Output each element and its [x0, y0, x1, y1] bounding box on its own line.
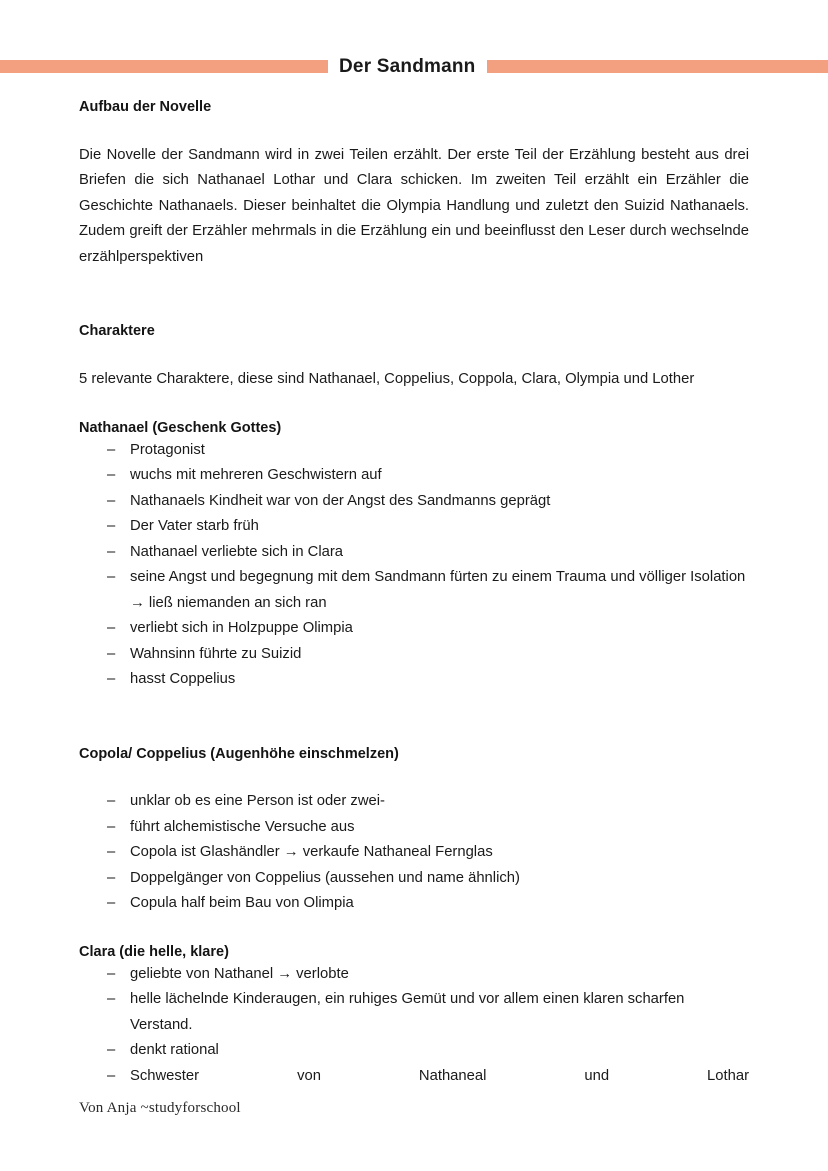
list-item-text: seine Angst und begegnung mit dem Sandmann fürten zu einem Trauma und völliger Isolation → ließ niemanden an sich ran: [130, 569, 746, 611]
bullet-dash-icon: –: [107, 895, 116, 912]
heading-clara: Clara (die helle, klare): [79, 943, 229, 960]
list-item: [79, 514, 749, 540]
list-item: [79, 489, 749, 515]
bullet-dash-icon: –: [107, 620, 116, 637]
spacer: [79, 341, 749, 367]
list-item-text: helle lächelnde Kinderaugen, ein ruhiges Gemüt und vor allem einen klaren scharfen Verstand.: [130, 991, 685, 1033]
spacer: [79, 693, 749, 745]
list-item: [79, 616, 749, 642]
list-item: [79, 438, 749, 464]
bullet-dash-icon: –: [107, 844, 116, 861]
list-item-text: führt alchemistische Versuche aus: [130, 818, 355, 835]
list-item: [79, 1038, 749, 1064]
spacer: [79, 763, 749, 789]
list-item: [79, 463, 749, 489]
bullet-dash-icon: –: [107, 965, 116, 982]
list-item-text: Protagonist: [130, 441, 205, 458]
list-item-text: verliebt sich in Holzpuppe Olimpia: [130, 620, 353, 637]
footer-attribution: Von Anja ~studyforschool: [79, 1100, 241, 1116]
list-item-text: wuchs mit mehreren Geschwistern auf: [130, 467, 382, 484]
page-header: [0, 52, 828, 80]
list-item-text: Wahnsinn führte zu Suizid: [130, 645, 302, 662]
list-item: [79, 987, 749, 1038]
list-copola-coppelius: [79, 789, 749, 917]
bullet-dash-icon: –: [107, 671, 116, 688]
list-item-text: Nathanaels Kindheit war von der Angst des Sandmanns geprägt: [130, 492, 551, 509]
header-accent-bar-right: [487, 60, 828, 73]
bullet-dash-icon: –: [107, 1042, 116, 1059]
bullet-dash-icon: –: [107, 467, 116, 484]
heading-nathanael: Nathanael (Geschenk Gottes): [79, 419, 282, 436]
list-item: [79, 866, 749, 892]
bullet-dash-icon: –: [107, 441, 116, 458]
list-item: [79, 815, 749, 841]
list-nathanael: [79, 438, 749, 693]
bullet-dash-icon: –: [107, 569, 116, 586]
bullet-dash-icon: –: [107, 645, 116, 662]
list-item: [79, 667, 749, 693]
list-item-text: Copola ist Glashändler → verkaufe Nathaneal Fernglas: [130, 844, 493, 861]
list-item: [79, 891, 749, 917]
list-item-text: Schwester von Nathaneal und Lothar: [130, 1067, 749, 1084]
bullet-dash-icon: –: [107, 1067, 116, 1084]
bullet-dash-icon: –: [107, 991, 116, 1008]
bullet-dash-icon: –: [107, 518, 116, 535]
spacer: [79, 117, 749, 143]
bullet-dash-icon: –: [107, 869, 116, 886]
header-accent-bar-left: [0, 60, 328, 73]
list-item: [79, 540, 749, 566]
list-clara: [79, 962, 749, 1115]
list-item: [79, 642, 749, 668]
list-item-text: Copula half beim Bau von Olimpia: [130, 895, 354, 912]
list-item-text: Der Vater starb früh: [130, 518, 259, 535]
bullet-dash-icon: –: [107, 543, 116, 560]
heading-charaktere: Charaktere: [79, 323, 155, 340]
list-item: [79, 840, 749, 866]
document-content: [79, 98, 749, 1115]
spacer: [79, 393, 749, 419]
list-item: [79, 789, 749, 815]
list-item-text: geliebte von Nathanel → verlobte: [130, 965, 349, 982]
list-item-text: denkt rational: [130, 1042, 219, 1059]
bullet-dash-icon: –: [107, 492, 116, 509]
list-item-text: Doppelgänger von Coppelius (aussehen und name ähnlich): [130, 869, 520, 886]
bullet-dash-icon: –: [107, 818, 116, 835]
paragraph-aufbau-der-novelle: Die Novelle der Sandmann wird in zwei Teilen erzählt. Der erste Teil der Erzählung besteht aus drei Briefen die sich Nathanael Lothar und Clara schicken. Im zweiten Teil erzählt ein Erzähler die Geschichte Nathanaels. Dieser beinhaltet die Olympia Handlung und zuletzt den Suizid Nathanaels. Zudem greift der Erzähler mehrmals in die Erzählung ein und beeinflusst den Leser durch wechselnde erzählperspektiven: [79, 146, 749, 265]
list-item-text: unklar ob es eine Person ist oder zwei-: [130, 793, 385, 810]
heading-copola-coppelius: Copola/ Coppelius (Augenhöhe einschmelzen): [79, 745, 399, 762]
paragraph-charaktere: 5 relevante Charaktere, diese sind Nathanael, Coppelius, Coppola, Clara, Olympia und Lother: [79, 371, 695, 388]
list-item: [79, 565, 749, 616]
bullet-dash-icon: –: [107, 793, 116, 810]
list-item-text: hasst Coppelius: [130, 671, 236, 688]
spacer: [79, 270, 749, 322]
spacer: [79, 917, 749, 943]
heading-aufbau-der-novelle: Aufbau der Novelle: [79, 99, 212, 115]
page-title: Der Sandmann: [339, 55, 476, 77]
list-item-text: Nathanael verliebte sich in Clara: [130, 543, 344, 560]
list-item: [79, 962, 749, 988]
